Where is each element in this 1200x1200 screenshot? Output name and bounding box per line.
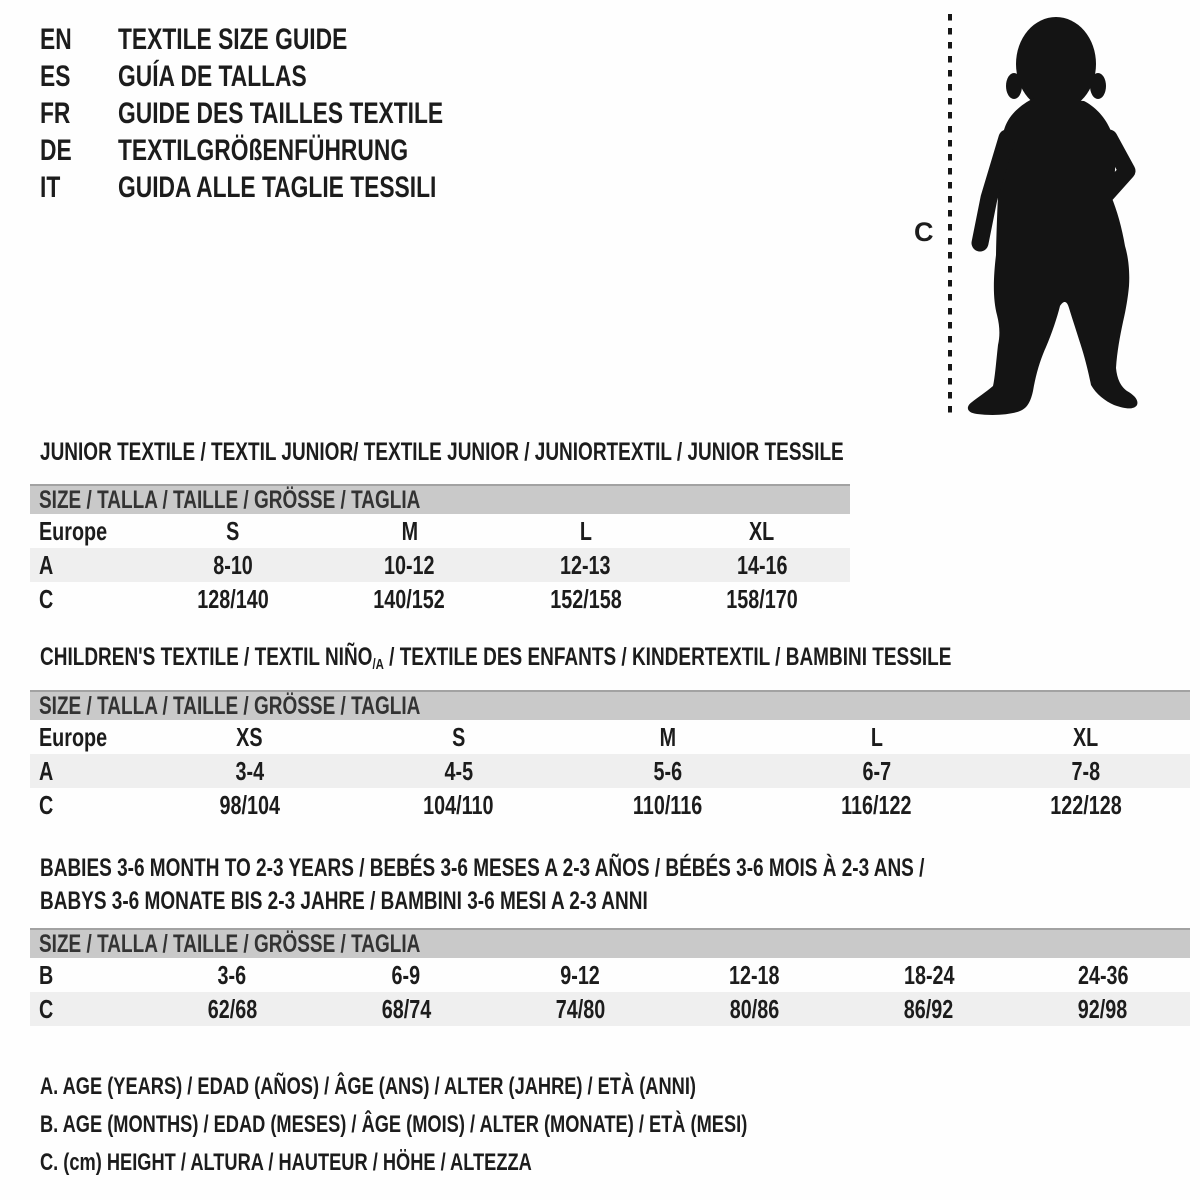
language-label: GUÍA DE TALLAS [118, 59, 307, 93]
footnote-a: A. AGE (YEARS) / EDAD (AÑOS) / ÂGE (ANS) / ALTER (JAHRE) / ETÀ (ANNI) [40, 1073, 696, 1100]
language-code: ES [40, 59, 71, 93]
size-cell: 24-36 [1077, 959, 1129, 990]
size-cell: M [401, 515, 418, 546]
size-cell: 6-9 [391, 959, 421, 990]
size-cell: 12-18 [729, 959, 780, 990]
children-size-table [30, 690, 1190, 822]
size-cell: 158/170 [726, 583, 798, 614]
size-cell: M [659, 721, 676, 752]
size-cell: 122/128 [1049, 789, 1122, 820]
size-cell: 5-6 [653, 755, 682, 786]
size-cell: 7-8 [1071, 755, 1100, 786]
size-cell: 14-16 [736, 549, 788, 580]
size-cell: 74/80 [555, 993, 606, 1024]
size-cell: 116/122 [841, 789, 912, 820]
junior-table-title: JUNIOR TEXTILE / TEXTIL JUNIOR/ TEXTILE JUNIOR / JUNIORTEXTIL / JUNIOR TESSILE [40, 438, 844, 466]
language-code: EN [40, 22, 72, 56]
footnote-legend [40, 1068, 971, 1182]
language-code: FR [40, 96, 71, 130]
footnote-b: B. AGE (MONTHS) / EDAD (MESES) / ÂGE (MOIS) / ALTER (MONATE) / ETÀ (MESI) [40, 1111, 748, 1138]
row-label: Europe [39, 515, 108, 546]
babies-size-table [30, 928, 1190, 1026]
table-row-europe [30, 514, 850, 548]
toddler-silhouette-icon [900, 5, 1170, 425]
language-row-en [40, 21, 546, 58]
row-label: C [39, 993, 54, 1024]
size-cell: S [451, 721, 466, 752]
size-cell: 98/104 [219, 789, 280, 820]
row-label: A [39, 549, 54, 580]
language-label: TEXTILGRÖßENFÜHRUNG [118, 133, 409, 167]
size-cell: 62/68 [207, 993, 257, 1024]
size-cell: 3-4 [235, 755, 264, 786]
size-cell: 10-12 [384, 549, 435, 580]
language-code: DE [40, 133, 72, 167]
row-label: A [39, 755, 54, 786]
row-label: C [39, 583, 54, 614]
language-row-es [40, 58, 546, 95]
size-header-bar: SIZE / TALLA / TAILLE / GRÖSSE / TAGLIA [30, 690, 1190, 720]
size-header-bar: SIZE / TALLA / TAILLE / GRÖSSE / TAGLIA [30, 928, 1190, 958]
language-title-list [40, 21, 546, 206]
size-cell: L [870, 721, 883, 752]
size-cell: 12-13 [560, 549, 611, 580]
size-cell: L [579, 515, 592, 546]
size-cell: 152/158 [549, 583, 622, 614]
babies-table-title: BABIES 3-6 MONTH TO 2-3 YEARS / BEBÉS 3-6 MESES A 2-3 AÑOS / BÉBÉS 3-6 MOIS À 2-3 ANS / BABYS 3-6 MONATE BIS 2-3 JAHRE / BAMBINI 3-6 MESI A 2-3 ANNI [40, 854, 925, 915]
language-row-de [40, 132, 546, 169]
figure-measure-label: C [914, 217, 934, 247]
size-cell: 4-5 [444, 755, 473, 786]
size-cell: 9-12 [560, 959, 601, 990]
size-cell: 92/98 [1078, 993, 1128, 1024]
size-cell: 104/110 [423, 789, 494, 820]
language-label: TEXTILE SIZE GUIDE [118, 22, 348, 56]
row-label: C [39, 789, 54, 820]
size-cell: XL [749, 515, 775, 546]
table-row-c [30, 992, 1190, 1026]
language-label: GUIDA ALLE TAGLIE TESSILI [118, 170, 437, 204]
language-label: GUIDE DES TAILLES TEXTILE [118, 96, 444, 130]
junior-size-table [30, 484, 850, 616]
language-row-fr [40, 95, 546, 132]
size-cell: 3-6 [217, 959, 247, 990]
row-label: Europe [39, 721, 108, 752]
size-cell: 110/116 [632, 789, 703, 820]
table-row-b [30, 958, 1190, 992]
size-cell: 128/140 [197, 583, 269, 614]
children-table-title: CHILDREN'S TEXTILE / TEXTIL $NIÑO_{/A}$ / TEXTILE DES ENFANTS / KINDERTEXTIL / BAMBINI TESSILE [40, 643, 952, 673]
table-row-c [30, 582, 850, 616]
size-header-bar: SIZE / TALLA / TAILLE / GRÖSSE / TAGLIA [30, 484, 850, 514]
table-row-a [30, 548, 850, 582]
size-cell: 68/74 [381, 993, 431, 1024]
language-code: IT [40, 170, 61, 204]
size-cell: 8-10 [213, 549, 253, 580]
size-cell: 140/152 [373, 583, 446, 614]
row-label: B [39, 959, 54, 990]
size-cell: XS [236, 721, 263, 752]
footnote-c: C. (cm) HEIGHT / ALTURA / HAUTEUR / HÖHE / ALTEZZA [40, 1149, 532, 1176]
size-cell: 18-24 [903, 959, 955, 990]
table-row-c [30, 788, 1190, 822]
size-cell: XL [1072, 721, 1099, 752]
language-row-it [40, 169, 546, 206]
table-row-a [30, 754, 1190, 788]
size-cell: 6-7 [862, 755, 891, 786]
toddler-silhouette-shape [968, 17, 1138, 415]
size-cell: 80/86 [729, 993, 780, 1024]
size-cell: 86/92 [904, 993, 954, 1024]
size-cell: S [226, 515, 240, 546]
title-subscript: /A [372, 656, 384, 673]
table-row-europe [30, 720, 1190, 754]
